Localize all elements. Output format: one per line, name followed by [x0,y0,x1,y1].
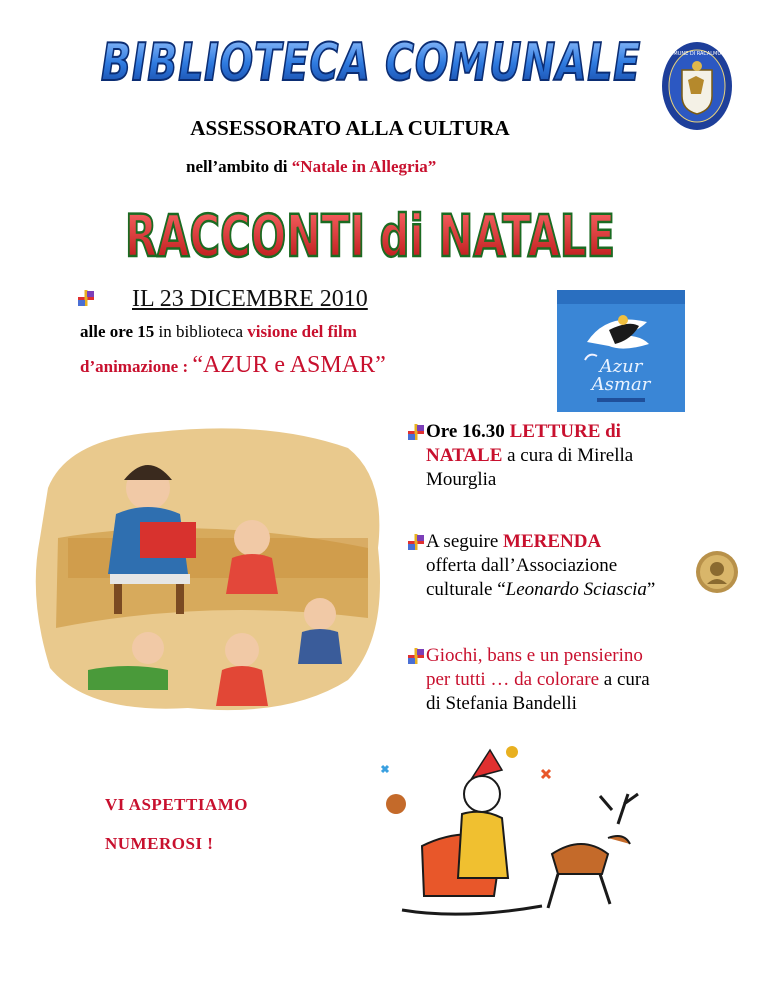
film-time: alle ore 15 [80,322,155,341]
film-visione: visione del film [247,322,357,341]
film-line-1 [80,322,357,342]
closing-message [105,795,248,854]
item3-line3: di Stefania Bandelli [426,693,577,714]
film-line-2 [80,352,386,379]
item1-natale: NATALE [426,445,503,466]
ambito-highlight: “Natale in Allegria” [291,157,437,176]
medal-icon [695,550,739,594]
film-poster [557,290,685,412]
film-place: in biblioteca [154,322,248,341]
item3-c: a cura [599,669,650,690]
library-title-banner [96,30,646,94]
item1-time: Ore 16.30 [426,421,505,442]
event-title: RACCONTI di NATALE [125,202,615,270]
item2-cult-i: Leonardo Sciascia [505,579,647,600]
closing-line1: VI ASPETTIAMO [105,795,248,814]
poster-asmar: Asmar [591,374,651,395]
closing-line2: NUMEROSI ! [105,834,214,853]
item1-name: Mourglia [426,469,497,490]
item2-cult-b: ” [646,579,656,600]
seal-text: COMUNE DI RACALMUTO [665,51,729,57]
ambito-prefix: nell’ambito di [186,157,292,176]
film-animazione: d’animazione [80,357,179,376]
film-title: “AZUR e ASMAR” [192,352,386,378]
item3-a: per tutti … da [426,669,537,690]
poster-azur: Azur [599,356,643,377]
program-item-merenda [426,530,726,602]
sleigh-illustration [362,734,654,926]
item1-cura: a cura di Mirella [502,445,634,466]
item2-merenda: MERENDA [503,531,602,552]
bullet-icon [406,646,426,666]
assessorato-heading: ASSESSORATO ALLA CULTURA [190,116,510,140]
bullet-icon [406,422,426,442]
program-item-giochi [426,644,726,716]
event-title-banner [120,194,620,274]
item3-b: colorare [536,669,600,690]
item2-cult-a: culturale “ [426,579,506,600]
item2-offerta: offerta dall’Associazione [426,555,618,576]
library-title: BIBLIOTECA COMUNALE [101,33,641,93]
event-date: IL 23 DICEMBRE 2010 [132,286,368,312]
item1-letture: LETTURE di [504,421,621,442]
bullet-icon [76,288,96,308]
film-colon: : [178,357,193,376]
bullet-icon [406,532,426,552]
reading-illustration [28,418,388,720]
program-item-letture [426,420,726,492]
item3-line1: Giochi, bans e un pensierino [426,645,643,666]
ambito-line [186,157,436,177]
item2-pre: A seguire [426,531,504,552]
